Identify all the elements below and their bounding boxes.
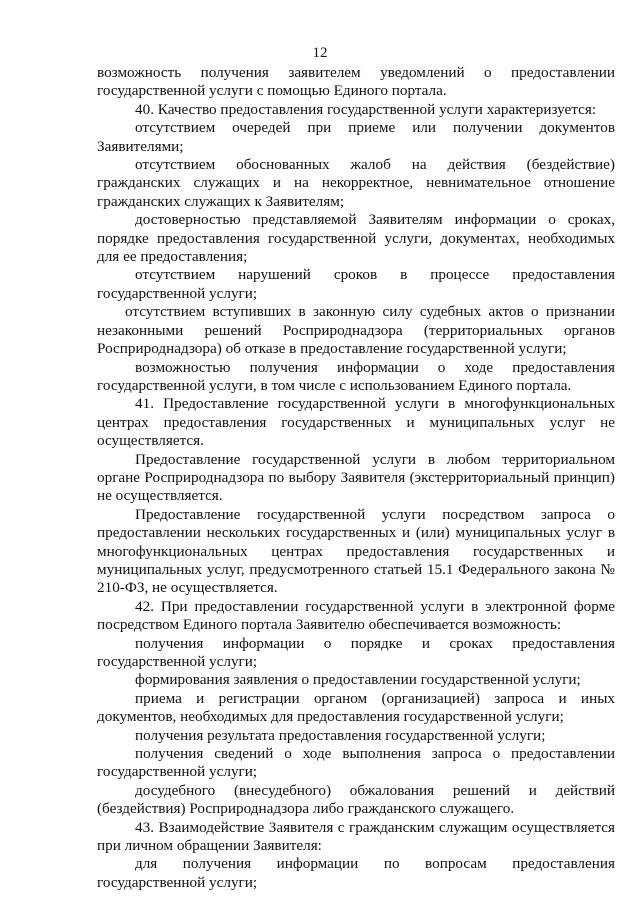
paragraph-40-quality: 40. Качество предоставления государственной услуги характеризуется: <box>135 100 597 118</box>
paragraph-42-electronic-form: 42. При предоставлении государственной услуги в электронной форме посредством Единого портала Заявителю обеспечивается возможность: <box>97 597 615 634</box>
paragraph-no-queues: отсутствием очередей при приеме или получении документов Заявителями; <box>97 119 615 155</box>
paragraph-no-court-acts: отсутствием вступивших в законную силу судебных актов о признании незаконными решений Росприроднадзора (территориальных органов Росприроднадзора) об отказе в предоставление государственной услуги; <box>97 303 615 358</box>
paragraph-complex-request: Предоставление государственной услуги посредством запроса о предоставлении нескольких государственных и (или) муниципальных услуг в многофункциональных центрах предоставления государственных и муниципальных услуг, предусмотренного статьей 15.1 Федерального закона № 210-ФЗ, не осуществляется. <box>97 505 615 597</box>
paragraph-progress-information: возможностью получения информации о ходе предоставления государственной услуги, в том числе с использованием Единого портала. <box>97 358 615 394</box>
paragraph-form-application: формирования заявления о предоставлении государственной услуги; <box>135 671 581 689</box>
paragraph-pretrial-appeal: досудебного (внесудебного) обжалования решений и действий (бездействия) Росприроднадзора либо гражданского служащего. <box>97 781 615 818</box>
paragraph-reliable-information: достоверностью представляемой Заявителям информации о сроках, порядке предоставления государственной услуги, документах, необходимых для ее предоставления; <box>97 211 615 266</box>
paragraph-reception-registration: приема и регистрации органом (организацией) запроса и иных документов, необходимых для предоставления государственной услуги; <box>97 689 615 726</box>
paragraph-request-status: получения сведений о ходе выполнения запроса о предоставлении государственной услуги; <box>97 745 615 781</box>
paragraph-notification-possibility: возможность получения заявителем уведомлений о предоставлении государственной услуги с помощью Единого портала. <box>97 64 615 100</box>
paragraph-receive-result: получения результата предоставления государственной услуги; <box>135 726 546 744</box>
paragraph-information-questions: для получения информации по вопросам предоставления государственной услуги; <box>97 855 615 891</box>
paragraph-receive-information: получения информации о порядке и сроках предоставления государственной услуги; <box>97 634 615 670</box>
paragraph-41-mfc: 41. Предоставление государственной услуги в многофункциональных центрах предоставления государственных и муниципальных услуг не осуществляется. <box>97 395 615 450</box>
paragraph-43-interaction: 43. Взаимодействие Заявителя с гражданским служащим осуществляется при личном обращении Заявителя: <box>97 818 615 855</box>
paragraph-no-complaints: отсутствием обоснованных жалоб на действия (бездействие) гражданских служащих и на некорректное, невнимательное отношение гражданских служащих к Заявителям; <box>97 156 615 210</box>
document-body <box>97 64 615 892</box>
paragraph-no-deadline-violations: отсутствием нарушений сроков в процессе предоставления государственной услуги; <box>97 266 615 302</box>
paragraph-extraterritorial: Предоставление государственной услуги в любом территориальном органе Росприроднадзора по выбору Заявителя (экстерриториальный принцип) не осуществляется. <box>97 450 615 505</box>
page-number: 12 <box>312 45 328 61</box>
